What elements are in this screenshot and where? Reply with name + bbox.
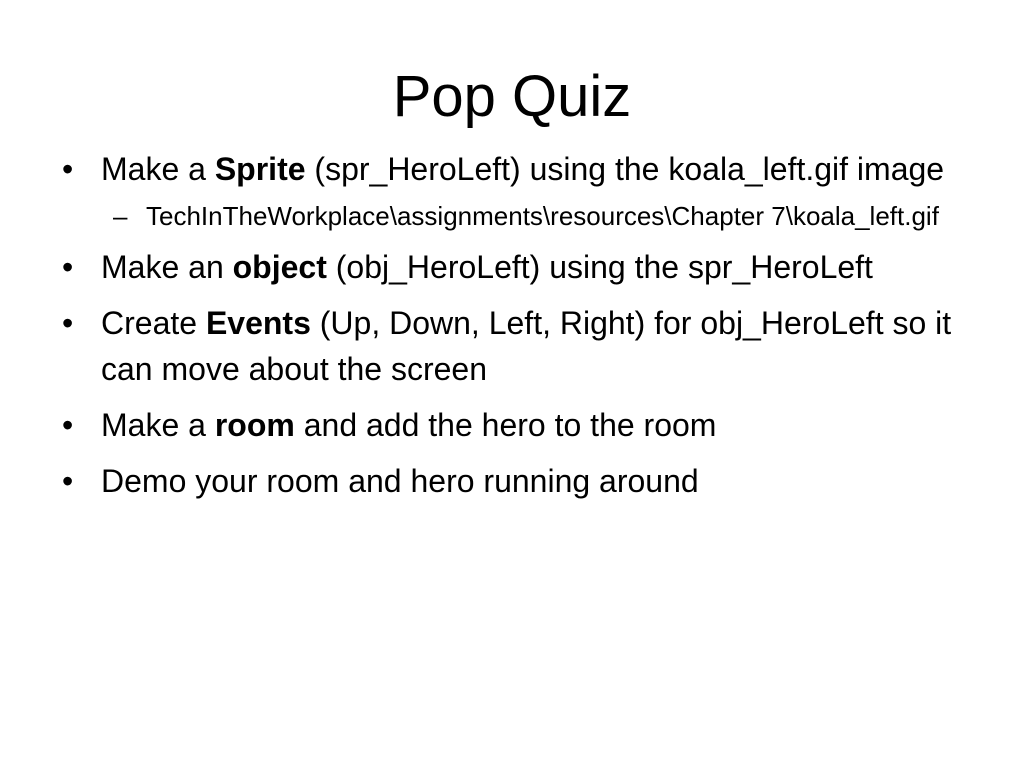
dash-icon: – (113, 201, 128, 231)
bullet-icon: • (62, 249, 74, 285)
bullet-item (62, 300, 982, 392)
bullet-text-post: (Up, Down, Left, Right) for obj_HeroLeft so it can move about the screen (101, 305, 952, 387)
bullet-text-post: (obj_HeroLeft) using the spr_HeroLeft (326, 249, 873, 285)
bullet-text-bold: Sprite (214, 151, 306, 187)
bullet-icon: • (62, 407, 74, 443)
sub-bullet-text: TechInTheWorkplace\assignments\resources\Chapter 7\koala_left.gif (146, 201, 939, 231)
sub-bullet-list (101, 198, 982, 234)
bullet-text-post: and add the hero to the room (294, 407, 717, 443)
bullet-icon: • (62, 463, 74, 499)
sub-bullet-item (101, 198, 982, 234)
bullet-item (62, 402, 982, 448)
bullet-list (62, 146, 982, 514)
bullet-item (62, 458, 982, 504)
bullet-text-bold: room (214, 407, 295, 443)
bullet-text-post: (spr_HeroLeft) using the koala_left.gif image (305, 151, 945, 187)
bullet-text-bold: Events (205, 305, 311, 341)
bullet-text-pre: Make a (101, 407, 215, 443)
bullet-text-pre: Make a (101, 151, 215, 187)
bullet-item (62, 244, 982, 290)
bullet-text-pre: Create (101, 305, 206, 341)
bullet-icon: • (62, 305, 74, 341)
bullet-text-pre: Make an (101, 249, 233, 285)
slide-title: Pop Quiz (392, 64, 632, 129)
bullet-text-bold: object (232, 249, 327, 285)
bullet-icon: • (62, 151, 74, 187)
bullet-text-pre: Demo your room and hero running around (101, 463, 699, 499)
bullet-item (62, 146, 982, 234)
